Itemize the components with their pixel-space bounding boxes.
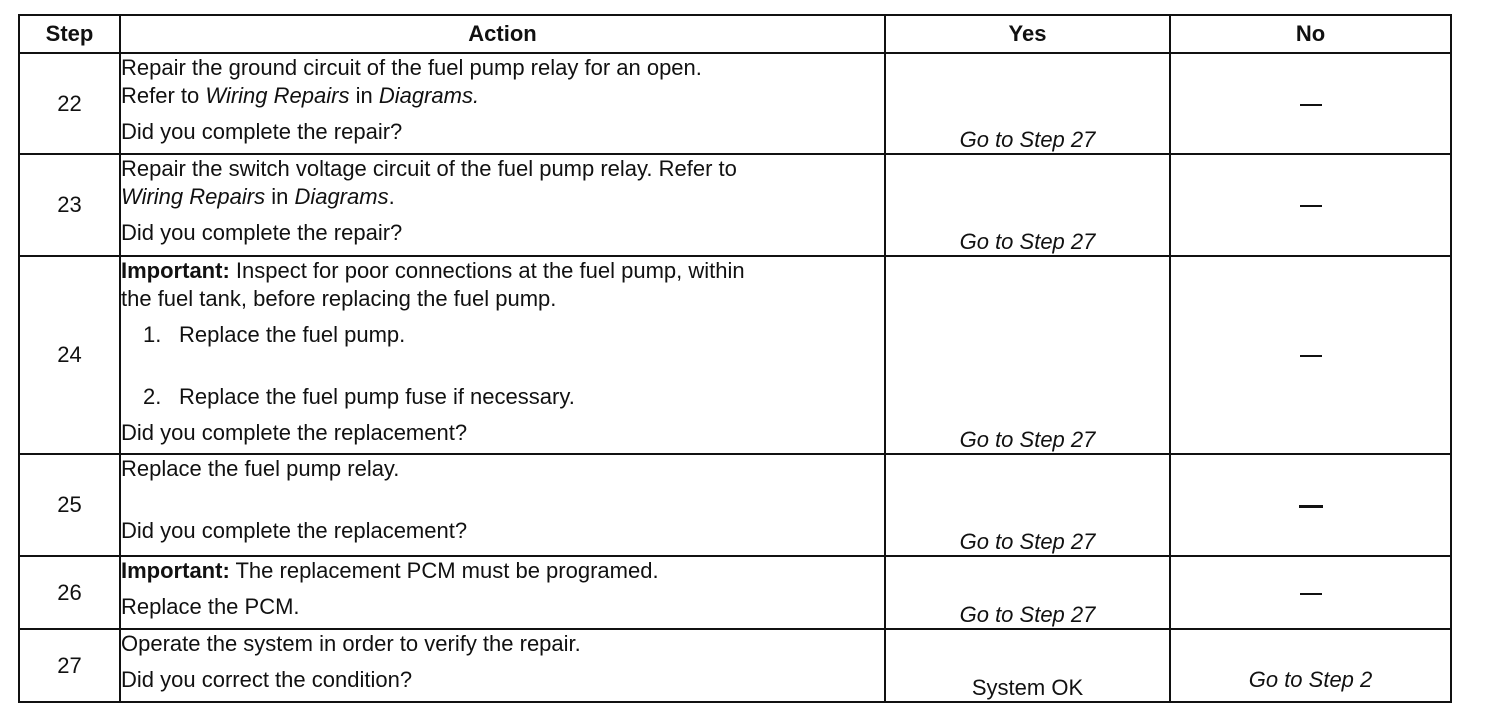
yes-result: System OK [885,629,1170,702]
action-text: Replace the fuel pump relay. [121,456,400,481]
list-item: 1. Replace the fuel pump. [143,322,406,347]
action-cell [120,454,885,556]
step-number: 24 [19,256,120,454]
yes-result: Go to Step 27 [885,556,1170,629]
action-cell [120,629,885,702]
action-text: Repair the ground circuit of the fuel pump relay for an open. [121,55,702,80]
no-result [1170,154,1451,256]
no-result [1170,556,1451,629]
important-note: Important: Inspect for poor connections at the fuel pump, within [121,258,745,283]
important-note: Important: The replacement PCM must be programed. [121,558,659,583]
table-row [19,256,1451,454]
dash-mark [1300,355,1322,357]
table-row [19,556,1451,629]
action-cell [120,556,885,629]
yes-result: Go to Step 27 [885,256,1170,454]
table-row [19,53,1451,154]
step-number: 27 [19,629,120,702]
action-reference: Refer to Wiring Repairs in Diagrams. [121,83,480,108]
table-row [19,454,1451,556]
yes-result: Go to Step 27 [885,53,1170,154]
action-cell [120,256,885,454]
important-note-cont: the fuel tank, before replacing the fuel pump. [121,286,557,311]
action-cell [120,53,885,154]
yes-result: Go to Step 27 [885,454,1170,556]
action-question: Did you correct the condition? [121,667,413,692]
action-text: Repair the switch voltage circuit of the fuel pump relay. Refer to [121,156,737,181]
action-question: Did you complete the replacement? [121,518,468,543]
action-reference: Wiring Repairs in Diagrams. [121,184,395,209]
header-row [19,15,1451,53]
yes-result: Go to Step 27 [885,154,1170,256]
no-result: Go to Step 2 [1170,629,1451,702]
step-number: 22 [19,53,120,154]
header-no: No [1170,15,1451,53]
header-step: Step [19,15,120,53]
no-result [1170,454,1451,556]
table-row [19,154,1451,256]
dash-mark [1300,593,1322,595]
step-number: 25 [19,454,120,556]
list-item: 2. Replace the fuel pump fuse if necessary. [143,384,575,409]
no-result [1170,256,1451,454]
header-yes: Yes [885,15,1170,53]
no-result [1170,53,1451,154]
dash-mark [1299,505,1323,508]
table-row [19,629,1451,702]
dash-mark [1300,104,1322,106]
diagnostic-table [18,14,1452,703]
action-question: Did you complete the repair? [121,119,403,144]
action-cell [120,154,885,256]
step-number: 23 [19,154,120,256]
action-question: Replace the PCM. [121,594,300,619]
action-question: Did you complete the replacement? [121,420,468,445]
dash-mark [1300,205,1322,207]
action-question: Did you complete the repair? [121,220,403,245]
step-number: 26 [19,556,120,629]
header-action: Action [120,15,885,53]
action-text: Operate the system in order to verify the repair. [121,631,581,656]
